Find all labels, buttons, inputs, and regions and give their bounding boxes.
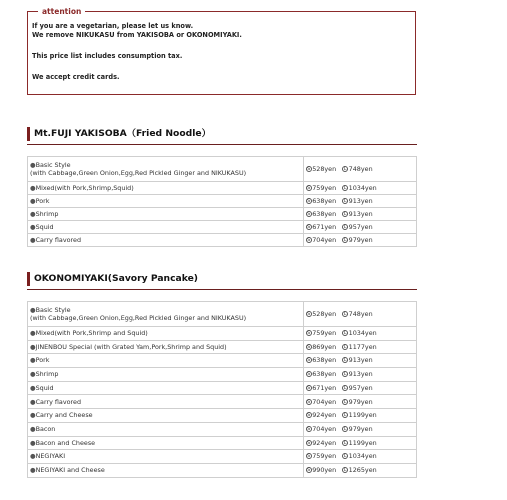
small-size-icon: S	[307, 358, 311, 364]
menu-row	[28, 208, 417, 221]
menu-item-name: Shrimp	[35, 370, 59, 379]
menu-row	[28, 195, 417, 208]
small-size-icon: S	[307, 440, 311, 446]
large-size-icon: L	[343, 224, 347, 230]
price-cell	[303, 234, 416, 247]
small-price: 704yen	[312, 235, 337, 244]
large-price: 748yen	[348, 164, 373, 173]
price-cell	[303, 354, 416, 368]
menu-row	[28, 182, 417, 195]
small-price: 924yen	[312, 438, 337, 447]
large-size-icon: L	[343, 185, 347, 191]
bullet-icon: ●	[30, 397, 36, 406]
menu-item-cell	[28, 395, 304, 409]
large-size-icon: L	[343, 358, 347, 364]
menu-item-name: NEGIYAKI	[35, 452, 66, 461]
yakisoba-price-table	[27, 156, 417, 247]
price-cell	[303, 208, 416, 221]
small-size-icon: S	[307, 467, 311, 473]
large-price: 979yen	[348, 235, 373, 244]
price-cell	[303, 302, 416, 327]
menu-item-cell	[28, 381, 304, 395]
menu-item-name: JINENBOU Special (with Grated Yam,Pork,Shrimp and Squid)	[35, 342, 227, 351]
small-price: 924yen	[312, 411, 337, 420]
okonomiyaki-section-rule	[27, 289, 417, 290]
attention-box	[27, 7, 416, 95]
menu-item-cell	[28, 436, 304, 450]
menu-item-cell	[28, 368, 304, 382]
small-size-icon: S	[307, 344, 311, 350]
small-price: 869yen	[312, 342, 337, 351]
large-price: 1199yen	[348, 411, 377, 420]
large-price: 1034yen	[348, 329, 377, 338]
small-size-icon: S	[307, 399, 311, 405]
menu-item-name: Mixed(with Pork,Shrimp and Squid)	[35, 329, 148, 338]
large-price: 979yen	[348, 397, 373, 406]
yakisoba-section-title: Mt.FUJI YAKISOBA（Fried Noodle）	[27, 127, 417, 141]
attention-text	[32, 22, 412, 82]
bullet-icon: ●	[30, 222, 36, 231]
menu-row	[28, 340, 417, 354]
price-cell	[303, 195, 416, 208]
menu-item-name: Squid	[35, 222, 54, 231]
large-price: 913yen	[348, 370, 373, 379]
menu-item-cell	[28, 463, 304, 477]
small-size-icon: S	[307, 166, 311, 172]
menu-item-name: Bacon	[35, 424, 56, 433]
price-cell	[303, 436, 416, 450]
large-price: 1034yen	[348, 183, 377, 192]
bullet-icon: ●	[30, 329, 36, 338]
price-cell	[303, 463, 416, 477]
bullet-icon: ●	[30, 424, 36, 433]
large-size-icon: L	[343, 399, 347, 405]
bullet-icon: ●	[30, 235, 36, 244]
okonomiyaki-section-title: OKONOMIYAKI(Savory Pancake)	[27, 272, 417, 286]
menu-item-cell	[28, 195, 304, 208]
small-price: 638yen	[312, 370, 337, 379]
small-price: 990yen	[312, 465, 337, 474]
bullet-icon: ●	[30, 452, 36, 461]
price-cell	[303, 157, 416, 182]
menu-item-name: Basic Style	[35, 160, 71, 169]
menu-row	[28, 221, 417, 234]
small-price: 704yen	[312, 397, 337, 406]
large-size-icon: L	[343, 467, 347, 473]
bullet-icon: ●	[30, 383, 36, 392]
menu-item-cell	[28, 234, 304, 247]
large-size-icon: L	[343, 331, 347, 337]
attention-label: attention	[38, 6, 85, 17]
small-size-icon: S	[307, 426, 311, 432]
large-price: 748yen	[348, 309, 373, 318]
bullet-icon: ●	[30, 183, 36, 192]
small-size-icon: S	[307, 311, 311, 317]
bullet-icon: ●	[30, 370, 36, 379]
small-size-icon: S	[307, 331, 311, 337]
attention-spacer	[32, 40, 412, 52]
price-cell	[303, 221, 416, 234]
small-price: 528yen	[312, 164, 337, 173]
attention-line: We accept credit cards.	[32, 73, 120, 81]
menu-item-cell	[28, 354, 304, 368]
menu-item-name: Carry flavored	[35, 397, 82, 406]
attention-line: If you are a vegetarian, please let us know.	[32, 22, 194, 30]
small-price: 759yen	[312, 329, 337, 338]
price-cell	[303, 340, 416, 354]
large-price: 957yen	[348, 222, 373, 231]
large-price: 1199yen	[348, 438, 377, 447]
menu-row	[28, 409, 417, 423]
large-price: 957yen	[348, 383, 373, 392]
small-size-icon: S	[307, 454, 311, 460]
price-cell	[303, 182, 416, 195]
menu-item-cell	[28, 182, 304, 195]
menu-item-cell	[28, 157, 304, 182]
price-cell	[303, 395, 416, 409]
large-size-icon: L	[343, 211, 347, 217]
menu-item-cell	[28, 450, 304, 464]
menu-row	[28, 436, 417, 450]
small-size-icon: S	[307, 413, 311, 419]
large-size-icon: L	[343, 413, 347, 419]
price-cell	[303, 327, 416, 341]
bullet-icon: ●	[30, 356, 36, 365]
small-price: 671yen	[312, 383, 337, 392]
small-price: 704yen	[312, 424, 337, 433]
large-price: 913yen	[348, 196, 373, 205]
large-size-icon: L	[343, 311, 347, 317]
price-cell	[303, 381, 416, 395]
bullet-icon: ●	[30, 465, 36, 474]
large-price: 1177yen	[348, 342, 377, 351]
small-size-icon: S	[307, 385, 311, 391]
bullet-icon: ●	[30, 342, 36, 351]
small-price: 759yen	[312, 183, 337, 192]
large-size-icon: L	[343, 166, 347, 172]
attention-line: This price list includes consumption tax.	[32, 52, 183, 60]
small-price: 638yen	[312, 209, 337, 218]
small-price: 638yen	[312, 196, 337, 205]
menu-item-cell	[28, 327, 304, 341]
small-size-icon: S	[307, 372, 311, 378]
large-price: 913yen	[348, 209, 373, 218]
small-size-icon: S	[307, 211, 311, 217]
small-size-icon: S	[307, 237, 311, 243]
menu-row	[28, 381, 417, 395]
menu-item-detail: (with Cabbage,Green Onion,Egg,Red Pickled Ginger and NIKUKASU)	[30, 314, 247, 322]
bullet-icon: ●	[30, 411, 36, 420]
price-cell	[303, 409, 416, 423]
bullet-icon: ●	[30, 305, 36, 314]
large-size-icon: L	[343, 372, 347, 378]
large-size-icon: L	[343, 454, 347, 460]
large-size-icon: L	[343, 344, 347, 350]
menu-row	[28, 354, 417, 368]
menu-item-name: Pork	[35, 196, 50, 205]
menu-item-cell	[28, 409, 304, 423]
menu-item-detail: (with Cabbage,Green Onion,Egg,Red Pickled Ginger and NIKUKASU)	[30, 169, 247, 177]
menu-row	[28, 302, 417, 327]
yakisoba-section-rule	[27, 144, 417, 145]
menu-item-name: Pork	[35, 356, 50, 365]
menu-item-name: Shrimp	[35, 209, 59, 218]
menu-row	[28, 368, 417, 382]
menu-item-cell	[28, 340, 304, 354]
menu-row	[28, 450, 417, 464]
large-size-icon: L	[343, 440, 347, 446]
menu-item-name: Basic Style	[35, 305, 71, 314]
large-price: 1265yen	[348, 465, 377, 474]
small-size-icon: S	[307, 224, 311, 230]
menu-item-cell	[28, 208, 304, 221]
menu-item-cell	[28, 221, 304, 234]
menu-row	[28, 327, 417, 341]
menu-item-name: Carry flavored	[35, 235, 82, 244]
menu-item-name: NEGIYAKI and Cheese	[35, 465, 105, 474]
bullet-icon: ●	[30, 209, 36, 218]
small-price: 528yen	[312, 309, 337, 318]
small-size-icon: S	[307, 198, 311, 204]
menu-item-name: Carry and Cheese	[35, 411, 93, 420]
small-price: 759yen	[312, 452, 337, 461]
menu-row	[28, 157, 417, 182]
menu-row	[28, 234, 417, 247]
large-size-icon: L	[343, 198, 347, 204]
large-size-icon: L	[343, 237, 347, 243]
large-price: 913yen	[348, 356, 373, 365]
large-price: 979yen	[348, 424, 373, 433]
small-price: 671yen	[312, 222, 337, 231]
menu-item-cell	[28, 302, 304, 327]
large-size-icon: L	[343, 385, 347, 391]
menu-row	[28, 422, 417, 436]
menu-item-name: Squid	[35, 383, 54, 392]
okonomiyaki-price-table	[27, 301, 417, 478]
menu-row	[28, 463, 417, 477]
attention-line: We remove NIKUKASU from YAKISOBA or OKONOMIYAKI.	[32, 31, 242, 39]
bullet-icon: ●	[30, 438, 36, 447]
price-cell	[303, 422, 416, 436]
bullet-icon: ●	[30, 196, 36, 205]
price-cell	[303, 450, 416, 464]
large-size-icon: L	[343, 426, 347, 432]
bullet-icon: ●	[30, 160, 36, 169]
price-cell	[303, 368, 416, 382]
menu-item-name: Mixed(with Pork,Shrimp,Squid)	[35, 183, 134, 192]
menu-row	[28, 395, 417, 409]
small-size-icon: S	[307, 185, 311, 191]
large-price: 1034yen	[348, 452, 377, 461]
attention-spacer	[32, 61, 412, 73]
menu-item-cell	[28, 422, 304, 436]
menu-item-name: Bacon and Cheese	[35, 438, 96, 447]
small-price: 638yen	[312, 356, 337, 365]
